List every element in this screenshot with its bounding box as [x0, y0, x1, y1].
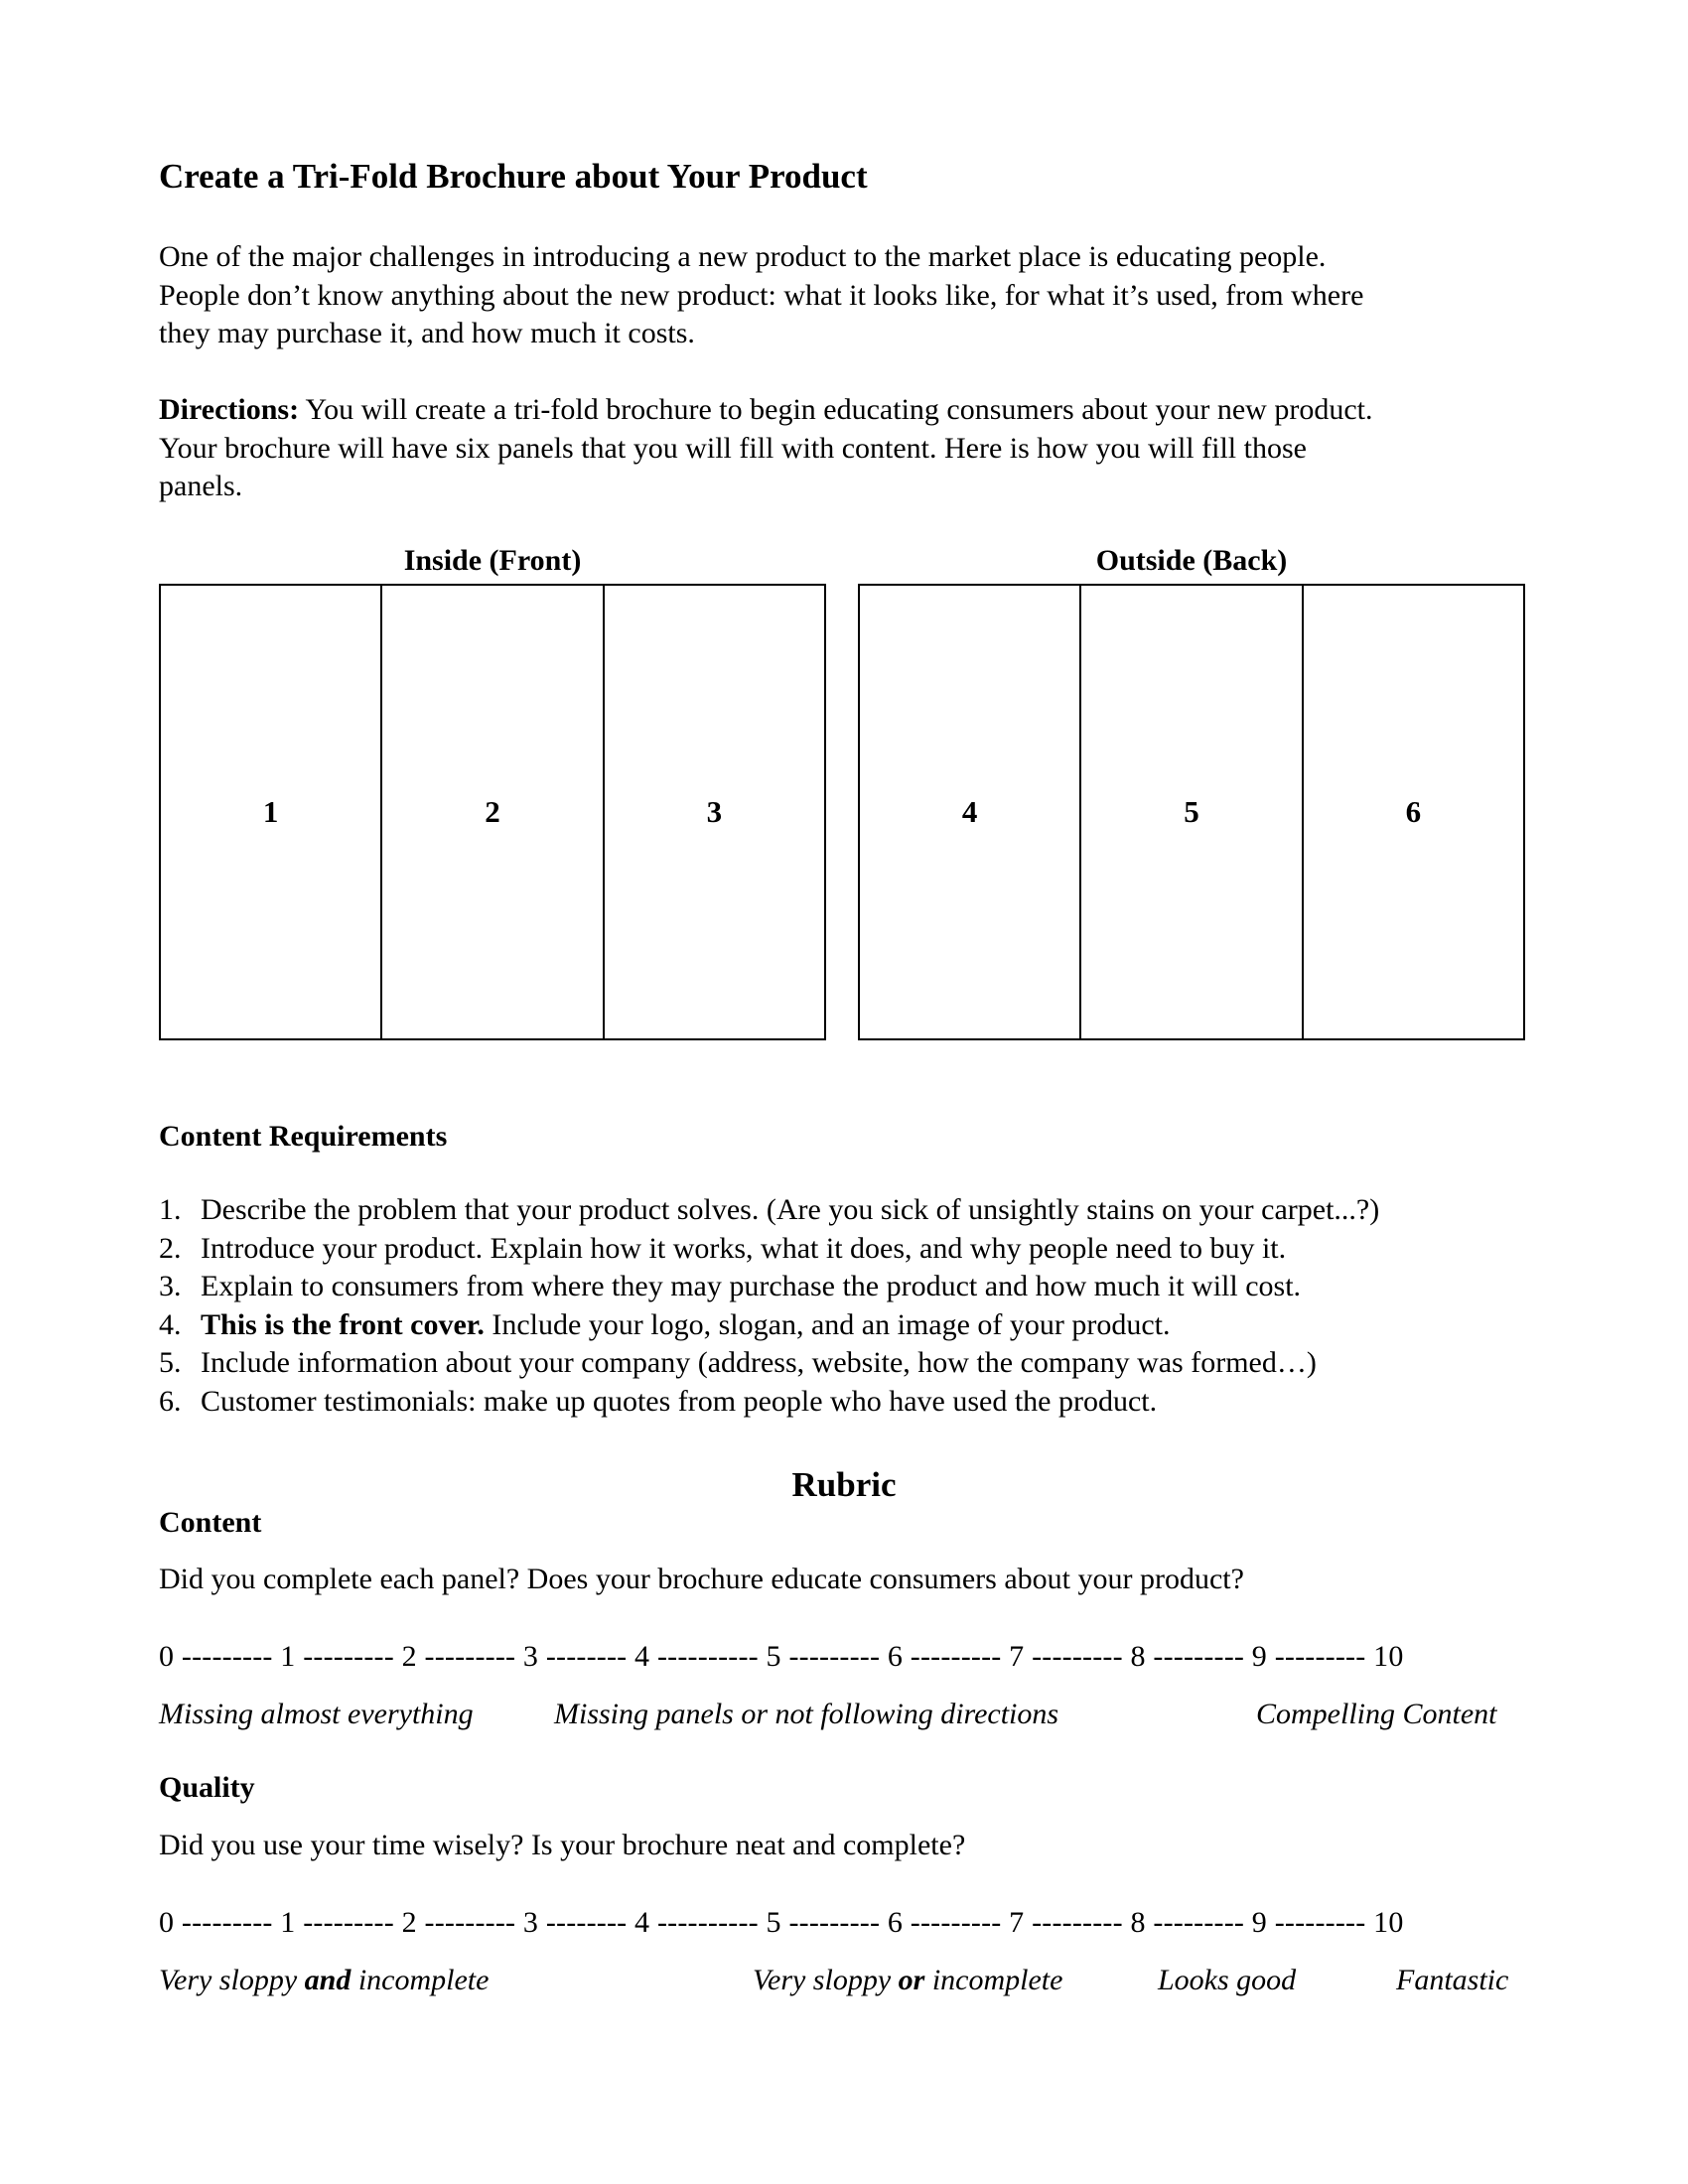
- list-text: Describe the problem that your product solves. (Are you sick of unsightly stains on your carpet...?): [201, 1193, 1380, 1226]
- outside-back-diagram: [858, 584, 1525, 1040]
- rubric-quality-scale: 0 --------- 1 --------- 2 --------- 3 -------- 4 ---------- 5 --------- 6 --------- 7 --------- 8 --------- 9 --------- 10: [159, 1906, 1404, 1939]
- list-text: Include information about your company (address, website, how the company was formed…): [201, 1346, 1317, 1379]
- descriptor-bold-text: or: [898, 1964, 925, 1996]
- panel-4: 4: [961, 794, 978, 829]
- rubric-quality-descriptor-1: [159, 1964, 489, 1997]
- inside-front-diagram: [159, 584, 826, 1040]
- rubric-content-question: Did you complete each panel? Does your brochure educate consumers about your product?: [159, 1563, 1244, 1595]
- list-text: Explain to consumers from where they may purchase the product and how much it will cost.: [201, 1270, 1302, 1302]
- descriptor-text: Very sloppy: [159, 1964, 305, 1996]
- rubric-quality-question: Did you use your time wisely? Is your brochure neat and complete?: [159, 1829, 966, 1861]
- list-item: [159, 1344, 1379, 1383]
- descriptor-bold-text: and: [304, 1964, 352, 1996]
- list-item: [159, 1268, 1379, 1306]
- panel-6: 6: [1302, 586, 1523, 1038]
- rubric-content-descriptor-low: Missing almost everything: [159, 1698, 474, 1730]
- descriptor-text: Very sloppy: [753, 1964, 899, 1996]
- list-text: Customer testimonials: make up quotes from people who have used the product.: [201, 1384, 1158, 1418]
- list-number: 5.: [159, 1346, 182, 1379]
- list-number: 1.: [159, 1193, 182, 1226]
- list-number: 6.: [159, 1384, 182, 1418]
- content-requirements-list: [159, 1191, 1379, 1421]
- rubric-quality-heading: Quality: [159, 1771, 255, 1804]
- inside-front-label: Inside (Front): [403, 544, 582, 577]
- panel-3: 3: [603, 586, 824, 1038]
- intro-paragraph: [159, 238, 1549, 353]
- list-number: 4.: [159, 1307, 182, 1341]
- list-item: [159, 1306, 1379, 1345]
- list-number: 3.: [159, 1270, 182, 1302]
- directions-label: Directions:: [159, 393, 300, 426]
- list-item: [159, 1191, 1379, 1230]
- directions-line: Your brochure will have six panels that you will fill with content. Here is how you will fill those: [159, 431, 1307, 465]
- page-title: Create a Tri-Fold Brochure about Your Product: [159, 157, 868, 196]
- directions-line: [159, 391, 1549, 430]
- list-bold-text: This is the front cover.: [201, 1307, 485, 1341]
- outside-back-label: Outside (Back): [1095, 544, 1288, 577]
- panel-2: 2: [380, 586, 602, 1038]
- list-number: 2.: [159, 1231, 182, 1265]
- list-text: Introduce your product. Explain how it works, what it does, and why people need to buy it.: [201, 1231, 1287, 1265]
- rubric-title: Rubric: [791, 1465, 897, 1504]
- rubric-quality-descriptor-3: Looks good: [1158, 1964, 1297, 1996]
- rubric-content-descriptor-mid: Missing panels or not following directions: [554, 1698, 1059, 1730]
- list-item: [159, 1383, 1379, 1422]
- intro-line: they may purchase it, and how much it costs.: [159, 317, 695, 349]
- intro-line: People don’t know anything about the new product: what it looks like, for what it’s used, from where: [159, 278, 1364, 312]
- directions-text: You will create a tri-fold brochure to begin educating consumers about your new product.: [299, 393, 1373, 426]
- descriptor-text: incomplete: [351, 1964, 490, 1996]
- rubric-quality-descriptor-4: Fantastic: [1396, 1964, 1509, 1996]
- descriptor-text: incomplete: [924, 1964, 1063, 1996]
- panel-5: 5: [1079, 586, 1301, 1038]
- rubric-content-descriptor-high: Compelling Content: [1256, 1698, 1497, 1730]
- directions-line: panels.: [159, 470, 243, 502]
- rubric-content-heading: Content: [159, 1506, 262, 1539]
- rubric-quality-descriptor-2: [753, 1964, 1062, 1997]
- directions-paragraph: [159, 391, 1549, 506]
- content-requirements-heading: Content Requirements: [159, 1120, 448, 1153]
- panel-1: 1: [262, 794, 279, 829]
- rubric-content-scale: 0 --------- 1 --------- 2 --------- 3 -------- 4 ---------- 5 --------- 6 --------- 7 --------- 8 --------- 9 --------- 10: [159, 1640, 1404, 1673]
- intro-line: One of the major challenges in introducing a new product to the market place is educating people.: [159, 240, 1327, 273]
- list-text: Include your logo, slogan, and an image of your product.: [484, 1307, 1171, 1341]
- list-item: [159, 1230, 1379, 1269]
